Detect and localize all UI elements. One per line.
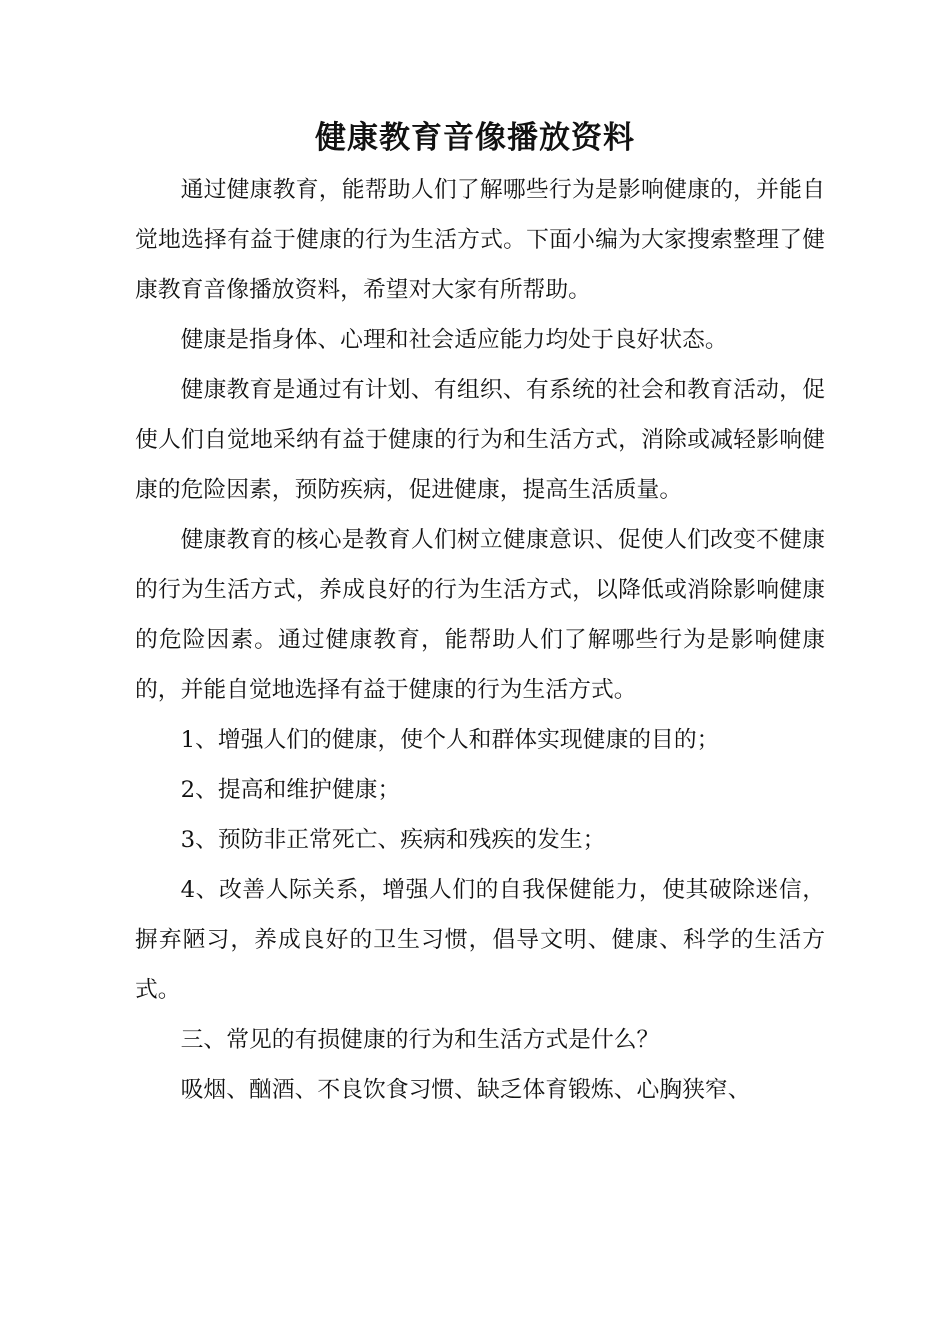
paragraph-health-definition: 健康是指身体、心理和社会适应能力均处于良好状态。 [180,327,728,353]
list-item-4: 4、改善人际关系，增强人们的自我保健能力，使其破除迷信，摒弃陋习，养成良好的卫生习惯，倡导文明、健康、科学的生活方式。 [135,877,825,1003]
document-body [135,165,825,1115]
paragraph-intro: 通过健康教育，能帮助人们了解哪些行为是影响健康的，并能自觉地选择有益于健康的行为生活方式。下面小编为大家搜索整理了健康教育音像播放资料，希望对大家有所帮助。 [135,177,825,303]
list-item-1: 1、增强人们的健康，使个人和群体实现健康的目的； [180,727,720,753]
list-item-2: 2、提高和维护健康； [180,777,401,803]
section-heading-3: 三、常见的有损健康的行为和生活方式是什么？ [180,1027,660,1053]
paragraph-health-education-definition: 健康教育是通过有计划、有组织、有系统的社会和教育活动，促使人们自觉地采纳有益于健康的行为和生活方式，消除或减轻影响健康的危险因素，预防疾病，促进健康，提高生活质量。 [135,377,825,503]
document-title: 健康教育音像播放资料 [315,119,635,156]
list-item-3: 3、预防非正常死亡、疾病和残疾的发生； [180,827,606,853]
paragraph-unhealthy-behaviors: 吸烟、酗酒、不良饮食习惯、缺乏体育锻炼、心胸狭窄、 [180,1077,751,1103]
paragraph-health-education-core: 健康教育的核心是教育人们树立健康意识、促使人们改变不健康的行为生活方式，养成良好的行为生活方式，以降低或消除影响健康的危险因素。通过健康教育，能帮助人们了解哪些行为是影响健康的，并能自觉地选择有益于健康的行为生活方式。 [135,527,825,703]
